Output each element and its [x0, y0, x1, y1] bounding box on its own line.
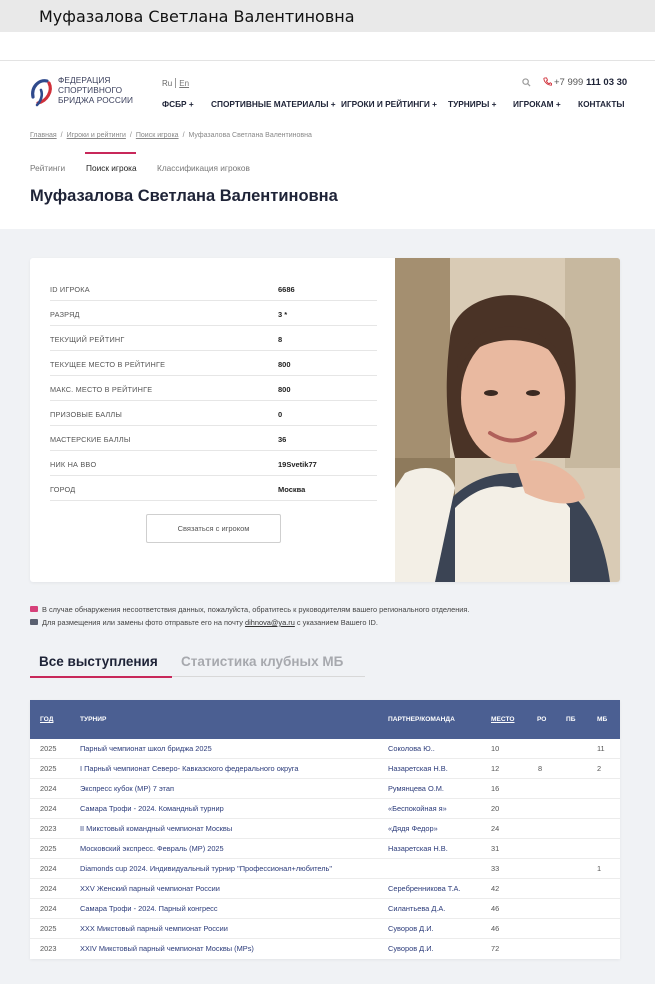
breadcrumb-current: Муфазалова Светлана Валентиновна: [188, 132, 312, 139]
cell-year: 2025: [40, 764, 57, 773]
cell-tournament[interactable]: I Парный чемпионат Северо- Кавказского федерального округа: [80, 764, 299, 773]
cell-place: 42: [491, 884, 500, 893]
info-label: НИК НА BBO: [50, 460, 97, 469]
info-label: ТЕКУЩИЙ РЕЙТИНГ: [50, 335, 125, 344]
language-switcher: [162, 78, 189, 88]
phone-number: 111 03 30: [585, 77, 628, 88]
camera-icon: [30, 619, 38, 625]
note-photo: [30, 616, 469, 629]
info-row-master-points: [50, 426, 377, 451]
column-header-partner: ПАРТНЕР/КОМАНДА: [388, 716, 455, 723]
search-icon[interactable]: [522, 78, 531, 87]
cell-partner[interactable]: Силантьева Д.А.: [388, 904, 446, 913]
cell-place: 12: [491, 764, 500, 773]
phone-link[interactable]: [543, 77, 627, 88]
window-title: Муфазалова Светлана Валентиновна: [39, 7, 355, 26]
info-label: МАКС. МЕСТО В РЕЙТИНГЕ: [50, 385, 153, 394]
player-photo: [395, 258, 620, 582]
info-row-current-rating: [50, 326, 377, 351]
info-value: 3 *: [278, 310, 288, 319]
info-row-prize-points: [50, 401, 377, 426]
phone-icon: [543, 77, 552, 86]
lang-en[interactable]: En: [179, 79, 190, 88]
cell-tournament[interactable]: XXV Женский парный чемпионат России: [80, 884, 220, 893]
table-body: [30, 739, 620, 959]
table-row: [30, 819, 620, 839]
table-row: [30, 839, 620, 859]
cell-tournament[interactable]: Самара Трофи - 2024. Командный турнир: [80, 804, 224, 813]
cell-place: 33: [491, 864, 500, 873]
subtab-active-indicator: [85, 152, 136, 154]
nav-item-contacts[interactable]: КОНТАКТЫ: [578, 99, 625, 109]
table-row: [30, 899, 620, 919]
info-row-city: [50, 476, 377, 501]
cell-partner[interactable]: «Беспокойная я»: [388, 804, 447, 813]
player-card: [30, 258, 620, 582]
column-header-ro: РО: [537, 716, 547, 723]
logo-text: [58, 75, 133, 105]
table-row: [30, 939, 620, 959]
table-row: [30, 799, 620, 819]
column-header-year[interactable]: ГОД: [40, 716, 54, 723]
page-title: Муфазалова Светлана Валентиновна: [30, 187, 338, 205]
cell-year: 2023: [40, 944, 57, 953]
info-label: РАЗРЯД: [50, 310, 80, 319]
cell-year: 2024: [40, 904, 57, 913]
table-row: [30, 919, 620, 939]
info-value: 800: [278, 360, 291, 369]
cell-place: 10: [491, 744, 500, 753]
info-value: Москва: [278, 485, 306, 494]
email-link[interactable]: dihnova@ya.ru: [245, 618, 295, 627]
cell-year: 2024: [40, 864, 57, 873]
table-row: [30, 739, 620, 759]
cell-place: 20: [491, 804, 500, 813]
info-label: ID ИГРОКА: [50, 285, 90, 294]
logo-line: СПОРТИВНОГО: [58, 85, 123, 95]
phone-prefix: +7 999: [554, 77, 584, 88]
breadcrumb-home[interactable]: Главная: [30, 132, 57, 139]
info-label: ПРИЗОВЫЕ БАЛЛЫ: [50, 410, 123, 419]
nav-item-tournaments[interactable]: ТУРНИРЫ +: [448, 99, 497, 109]
cell-year: 2024: [40, 784, 57, 793]
site-logo[interactable]: [29, 73, 169, 113]
cell-place: 24: [491, 824, 500, 833]
cell-partner[interactable]: Суворов Д.И.: [388, 924, 434, 933]
info-row-max-place: [50, 376, 377, 401]
federation-logo-icon: [29, 75, 55, 109]
info-label: МАСТЕРСКИЕ БАЛЛЫ: [50, 435, 131, 444]
breadcrumb-players-ratings[interactable]: Игроки и рейтинги: [66, 132, 126, 139]
cell-tournament[interactable]: XXIV Микстовый парный чемпионат Москвы (MPs): [80, 944, 254, 953]
info-row-bbo-nick: [50, 451, 377, 476]
info-label: ТЕКУЩЕЕ МЕСТО В РЕЙТИНГЕ: [50, 360, 166, 369]
cell-mb: 11: [597, 744, 605, 753]
table-row: [30, 759, 620, 779]
lang-ru[interactable]: Ru: [162, 79, 173, 88]
divider: [0, 60, 655, 61]
tab-all-performances[interactable]: Все выступления: [39, 654, 158, 669]
info-value: 8: [278, 335, 283, 344]
cell-year: 2025: [40, 844, 57, 853]
note-text: В случае обнаружения несоответствия данных, пожалуйста, обратитесь к руководителям вашего регионального отделения.: [42, 605, 470, 614]
cell-year: 2024: [40, 884, 57, 893]
cell-year: 2025: [40, 924, 57, 933]
info-value: 19Svetik77: [278, 460, 317, 469]
column-header-pb: ПБ: [566, 716, 576, 723]
window-title-bar: [0, 0, 655, 32]
nav-item-for-players[interactable]: ИГРОКАМ +: [513, 99, 561, 109]
column-header-tournament: ТУРНИР: [80, 716, 107, 723]
logo-line: ФЕДЕРАЦИЯ: [58, 75, 111, 85]
cell-mb: 1: [597, 864, 602, 873]
info-icon: [30, 606, 38, 612]
tab-club-mb-stats[interactable]: Статистика клубных МБ: [181, 654, 344, 669]
logo-line: БРИДЖА РОССИИ: [58, 95, 134, 105]
nav-item-fsbr[interactable]: ФСБР +: [162, 99, 194, 109]
cell-ro: 8: [538, 764, 543, 773]
note-text: Для размещения или замены фото отправьте его на почту: [42, 618, 246, 627]
cell-tournament[interactable]: Парный чемпионат школ бриджа 2025: [80, 744, 212, 753]
tab-active-indicator: [30, 676, 172, 678]
info-value: 36: [278, 435, 287, 444]
tab-ratings[interactable]: Рейтинги: [30, 163, 66, 173]
cell-tournament[interactable]: Diamonds cup 2024. Индивидуальный турнир "Профессионал+любитель": [80, 864, 333, 873]
table-row: [30, 859, 620, 879]
info-row-rank: [50, 301, 377, 326]
note-data-mismatch: [30, 603, 469, 616]
cell-tournament[interactable]: II Микстовый командный чемпионат Москвы: [80, 824, 233, 833]
cell-tournament[interactable]: XXX Микстовый парный чемпионат России: [80, 924, 228, 933]
cell-tournament[interactable]: Самара Трофи - 2024. Парный конгресс: [80, 904, 218, 913]
column-header-mb: МБ: [597, 716, 608, 723]
cell-year: 2024: [40, 804, 57, 813]
info-row-id: [50, 276, 377, 301]
cell-tournament[interactable]: Московский экспресс. Февраль (МР) 2025: [80, 844, 224, 853]
table-row: [30, 779, 620, 799]
cell-year: 2025: [40, 744, 57, 753]
nav-item-players-ratings[interactable]: ИГРОКИ И РЕЙТИНГИ +: [341, 99, 438, 109]
cell-partner[interactable]: «Дядя Федор»: [388, 824, 438, 833]
cell-place: 31: [491, 844, 500, 853]
performances-table: [30, 700, 620, 959]
cell-place: 72: [491, 944, 500, 953]
lang-divider: [175, 78, 176, 88]
info-value: 800: [278, 385, 291, 394]
column-header-place[interactable]: МЕСТО: [491, 716, 515, 723]
cell-partner[interactable]: Соколова Ю..: [388, 744, 435, 753]
nav-item-sport-materials[interactable]: СПОРТИВНЫЕ МАТЕРИАЛЫ +: [211, 99, 336, 109]
cell-partner[interactable]: Суворов Д.И.: [388, 944, 434, 953]
tab-player-classification[interactable]: Классификация игроков: [157, 163, 250, 173]
breadcrumb: Главная / Игроки и рейтинги / Поиск игрока / Муфазалова Светлана Валентиновна: [30, 132, 312, 139]
breadcrumb-player-search[interactable]: Поиск игрока: [135, 132, 179, 139]
table-row: [30, 879, 620, 899]
cell-tournament[interactable]: Экспресс кубок (МР) 7 этап: [80, 784, 174, 793]
info-value: 6686: [278, 285, 295, 294]
cell-partner[interactable]: Серебренникова Т.А.: [388, 884, 461, 893]
cell-year: 2023: [40, 824, 57, 833]
info-row-current-place: [50, 351, 377, 376]
info-label: ГОРОД: [50, 485, 76, 494]
cell-partner[interactable]: Назаретская Н.В.: [388, 764, 448, 773]
cell-partner[interactable]: Румянцева О.М.: [388, 784, 444, 793]
cell-mb: 2: [597, 764, 602, 773]
tab-player-search[interactable]: Поиск игрока: [86, 163, 137, 173]
note-text: с указанием Вашего ID.: [294, 618, 378, 627]
cell-place: 46: [491, 924, 500, 933]
cell-place: 16: [491, 784, 500, 793]
contact-player-button[interactable]: Связаться с игроком: [146, 514, 281, 543]
notes: [30, 603, 469, 629]
cell-place: 46: [491, 904, 500, 913]
cell-partner[interactable]: Назаретская Н.В.: [388, 844, 448, 853]
table-header: [30, 700, 620, 739]
info-value: 0: [278, 410, 283, 419]
